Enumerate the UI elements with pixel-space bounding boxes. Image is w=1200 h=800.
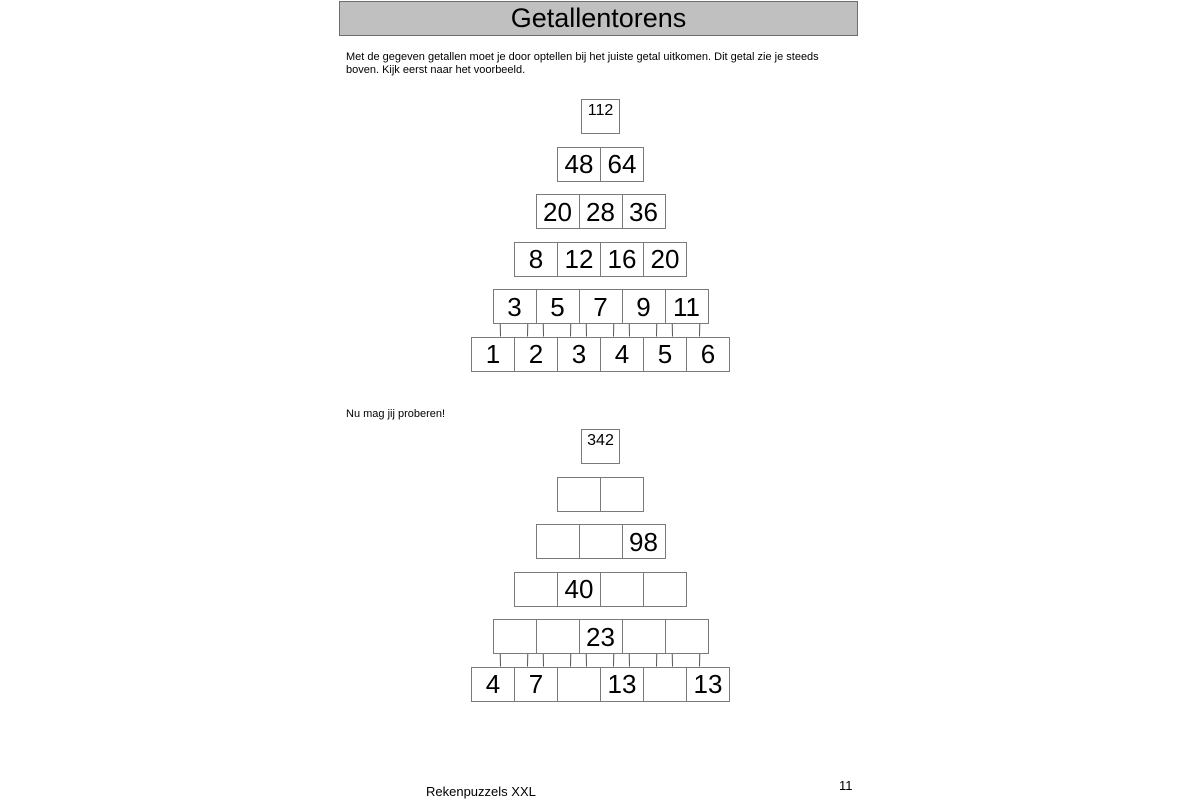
example-cell-r5-c3: 4 — [600, 337, 644, 372]
example-cell-r5-c1: 2 — [514, 337, 558, 372]
exercise-cell-r3-c3[interactable] — [643, 572, 687, 607]
exercise-cell-r5-c0: 4 — [471, 667, 515, 702]
example-cell-r3-c0: 8 — [514, 242, 558, 277]
example-cell-r5-c4: 5 — [643, 337, 687, 372]
exercise-cell-r1-c1[interactable] — [600, 477, 644, 512]
example-cell-r4-c2: 7 — [579, 289, 623, 324]
example-cell-r5-c5: 6 — [686, 337, 730, 372]
exercise-cell-r0-c0: 342 — [581, 429, 620, 464]
exercise-cell-r5-c2[interactable] — [557, 667, 601, 702]
example-cell-r2-c1: 28 — [579, 194, 623, 229]
example-cell-r1-c1: 64 — [600, 147, 644, 182]
footer-book-title: Rekenpuzzels XXL — [426, 784, 536, 799]
page-number: 11 — [839, 778, 853, 793]
exercise-cell-r4-c2: 23 — [579, 619, 623, 654]
exercise-prompt: Nu mag jij proberen! — [346, 408, 446, 420]
example-cell-r3-c2: 16 — [600, 242, 644, 277]
exercise-cell-r4-c0[interactable] — [493, 619, 537, 654]
instructions-text: Met de gegeven getallen moet je door optellen bij het juiste getal uitkomen. Dit getal zie je steeds boven. Kijk eerst naar het voorbeeld. — [346, 51, 819, 76]
example-cell-r0-c0: 112 — [581, 99, 620, 134]
page-title: Getallentorens — [339, 1, 858, 36]
exercise-cell-r5-c3: 13 — [600, 667, 644, 702]
exercise-cell-r4-c1[interactable] — [536, 619, 580, 654]
example-cell-r5-c2: 3 — [557, 337, 601, 372]
exercise-cell-r2-c1[interactable] — [579, 524, 623, 559]
exercise-cell-r3-c1: 40 — [557, 572, 601, 607]
exercise-cell-r2-c0[interactable] — [536, 524, 580, 559]
example-cell-r4-c4: 11 — [665, 289, 709, 324]
exercise-cell-r3-c2[interactable] — [600, 572, 644, 607]
example-cell-r4-c1: 5 — [536, 289, 580, 324]
example-cell-r5-c0: 1 — [471, 337, 515, 372]
exercise-cell-r5-c1: 7 — [514, 667, 558, 702]
exercise-cell-r5-c5: 13 — [686, 667, 730, 702]
exercise-cell-r2-c2: 98 — [622, 524, 666, 559]
example-cell-r2-c2: 36 — [622, 194, 666, 229]
exercise-cell-r1-c0[interactable] — [557, 477, 601, 512]
example-cell-r3-c3: 20 — [643, 242, 687, 277]
example-cell-r4-c0: 3 — [493, 289, 537, 324]
exercise-cell-r4-c4[interactable] — [665, 619, 709, 654]
example-cell-r1-c0: 48 — [557, 147, 601, 182]
exercise-cell-r3-c0[interactable] — [514, 572, 558, 607]
example-cell-r2-c0: 20 — [536, 194, 580, 229]
example-cell-r4-c3: 9 — [622, 289, 666, 324]
exercise-cell-r4-c3[interactable] — [622, 619, 666, 654]
exercise-cell-r5-c4[interactable] — [643, 667, 687, 702]
example-cell-r3-c1: 12 — [557, 242, 601, 277]
